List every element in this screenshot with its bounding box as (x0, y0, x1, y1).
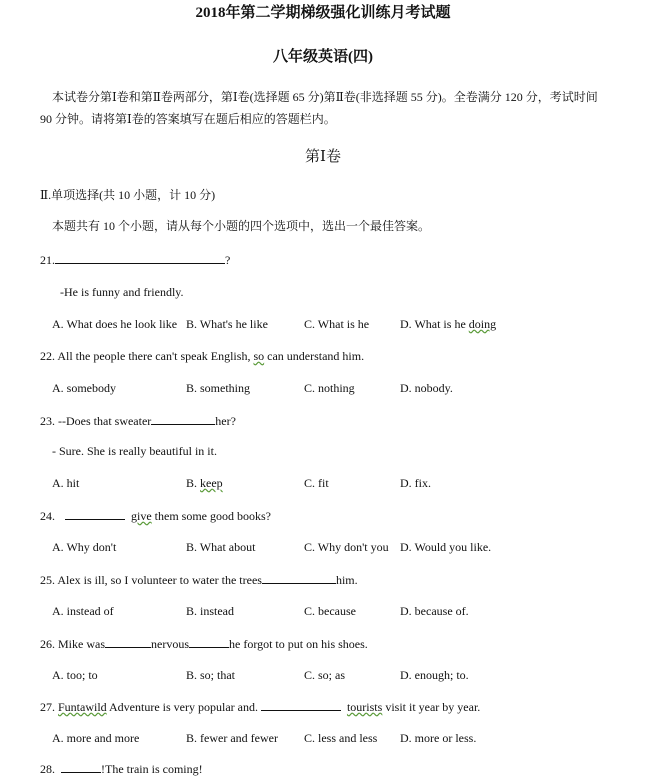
q24-option-a: A. Why don't (52, 540, 117, 554)
question-text-underlined: so (253, 349, 265, 363)
question-number: 28. (40, 762, 55, 776)
q27-option-b: B. fewer and fewer (186, 731, 278, 745)
q24-option-c: C. Why don't you (304, 540, 389, 554)
question-number: 27. (40, 700, 58, 714)
q23-option-a: A. hit (52, 476, 80, 490)
question-text: them some good books? (151, 509, 271, 523)
question-22-stem (40, 349, 364, 363)
question-26-stem (40, 636, 368, 651)
question-text: nervous (151, 637, 189, 651)
part-title: 第Ⅰ卷 (305, 149, 341, 165)
question-text: !The train is coming! (101, 762, 203, 776)
answer-blank (189, 636, 229, 648)
question-text-underlined: Funtawild (58, 700, 107, 714)
q25-option-c: C. because (304, 604, 356, 618)
question-28-stem (40, 761, 203, 776)
option-text: B. (186, 476, 201, 490)
q27-option-c: C. less and less (304, 731, 378, 745)
question-text: her? (215, 414, 236, 428)
option-text-underlined: doing (468, 317, 497, 331)
question-text: 23. --Does that sweater (40, 414, 152, 428)
exam-subtitle: 八年级英语(四) (273, 49, 373, 65)
option-text: D. What is he (400, 317, 469, 331)
question-text-underlined: give (131, 509, 152, 523)
section-title: Ⅱ.单项选择(共 10 小题，计 10 分) (40, 188, 216, 202)
q27-option-a: A. more and more (52, 731, 140, 745)
question-23-reply: - Sure. She is really beautiful in it. (52, 444, 217, 458)
q25-option-d: D. because of. (400, 604, 469, 618)
question-text: he forgot to put on his shoes. (229, 637, 368, 651)
question-text: ? (225, 253, 231, 267)
q26-option-d: D. enough; to. (400, 668, 469, 682)
q21-option-b: B. What's he like (186, 317, 268, 331)
q26-option-a: A. too; to (52, 668, 98, 682)
question-text: him. (335, 573, 358, 587)
q23-option-d: D. fix. (400, 476, 431, 490)
answer-blank (55, 252, 225, 264)
q23-option-c: C. fit (304, 476, 329, 490)
question-24-stem (40, 508, 271, 523)
question-21-reply: -He is funny and friendly. (60, 285, 184, 299)
exam-title: 2018年第二学期梯级强化训练月考试题 (195, 5, 451, 21)
question-text: 25. Alex is ill, so I volunteer to water the trees (40, 573, 262, 587)
q21-option-d (400, 317, 496, 331)
option-text-underlined: keep (200, 476, 223, 490)
answer-blank (262, 572, 336, 584)
q22-option-a: A. somebody (52, 381, 116, 395)
answer-blank (65, 508, 125, 520)
q21-option-c: C. What is he (304, 317, 370, 331)
question-number: 21. (40, 253, 55, 267)
question-25-stem (40, 572, 358, 587)
question-text-underlined: tourists (346, 700, 383, 714)
q23-option-b (186, 476, 223, 490)
q24-option-b: B. What about (186, 540, 256, 554)
section-instruction: 本题共有 10 个小题，请从每个小题的四个选项中，选出一个最佳答案。 (52, 219, 431, 233)
q25-option-b: B. instead (186, 604, 234, 618)
answer-blank (105, 636, 151, 648)
exam-intro: 本试卷分第Ⅰ卷和第Ⅱ卷两部分，第Ⅰ卷(选择题 65 分)第Ⅱ卷(非选择题 55 分)。全卷满分 120 分，考试时间 90 分钟。请将第Ⅰ卷的答案填写在题后相应的答题栏内。 (40, 90, 598, 126)
answer-blank (151, 413, 215, 425)
question-27-stem (40, 699, 480, 714)
question-text: visit it year by year. (382, 700, 481, 714)
q21-option-a: A. What does he look like (52, 317, 178, 331)
question-23-stem (40, 413, 236, 428)
answer-blank (261, 699, 341, 711)
answer-blank (61, 761, 101, 773)
q27-option-d: D. more or less. (400, 731, 477, 745)
q26-option-b: B. so; that (186, 668, 236, 682)
q24-option-d: D. Would you like. (400, 540, 492, 554)
q22-option-c: C. nothing (304, 381, 355, 395)
question-21-stem (40, 252, 230, 267)
q26-option-c: C. so; as (304, 668, 346, 682)
question-text: 22. All the people there can't speak English, (40, 349, 254, 363)
q25-option-a: A. instead of (52, 604, 114, 618)
q22-option-d: D. nobody. (400, 381, 453, 395)
question-number: 24. (40, 509, 55, 523)
question-text: 26. Mike was (40, 637, 105, 651)
question-text: can understand him. (264, 349, 365, 363)
q22-option-b: B. something (186, 381, 251, 395)
question-text: Adventure is very popular and. (106, 700, 261, 714)
